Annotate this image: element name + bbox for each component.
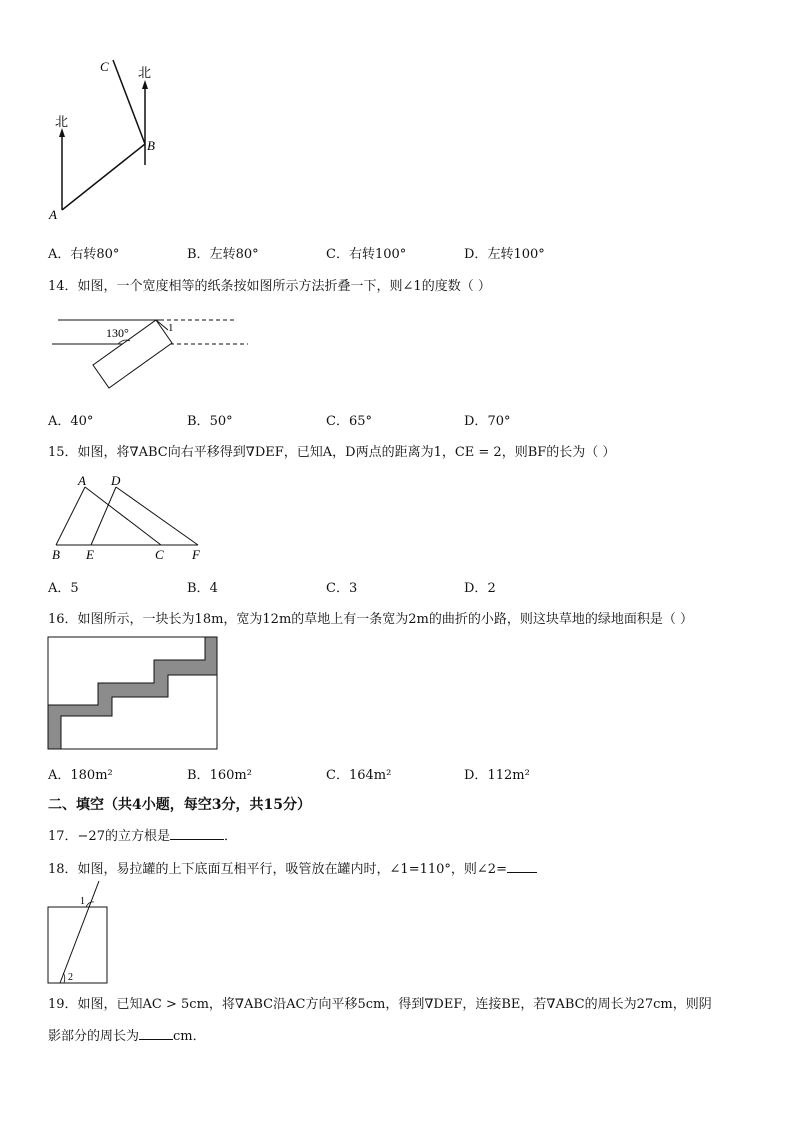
option-c[interactable]: C．65°: [326, 414, 372, 429]
option-a[interactable]: A．右转80°: [48, 247, 120, 262]
angle-2-label: 2: [68, 972, 73, 983]
option-c[interactable]: C．右转100°: [326, 247, 407, 262]
point-c-label: C: [100, 59, 109, 74]
q15-stem: 15．如图，将∇ABC向右平移得到∇DEF，已知A，D两点的距离为1，CE = 2，则BF的长为（ ）: [48, 445, 616, 460]
angle-1-label: 1: [80, 896, 85, 907]
q19-line2: 影部分的周长为 cm．: [48, 1029, 206, 1044]
option-b[interactable]: B．160m²: [187, 768, 252, 783]
q19-line1: 19．如图，已知AC > 5cm，将∇ABC沿AC方向平移5cm，得到∇DEF，连接BE，若∇ABC的周长为27cm，则阴: [48, 997, 712, 1012]
q16-stem: 16．如图所示，一块长为18m，宽为12m的草地上有一条宽为2m的曲折的小路，则这块草地的绿地面积是（ ）: [48, 612, 694, 627]
point-d-label: D: [111, 473, 121, 488]
section-title: 二、填空（共4小题，每空3分，共15分）: [48, 797, 311, 813]
option-b[interactable]: B．50°: [187, 414, 233, 429]
point-e-label: E: [86, 547, 94, 562]
point-a-label: A: [49, 207, 57, 222]
point-c-label: C: [155, 547, 164, 562]
north-label-left: 北: [55, 114, 69, 129]
option-c[interactable]: C．164m²: [326, 768, 392, 783]
option-d[interactable]: D．2: [464, 581, 496, 596]
option-a[interactable]: A．180m²: [48, 768, 113, 783]
angle-130-label: 130°: [106, 326, 129, 340]
angle-1-label: 1: [168, 322, 174, 334]
option-c[interactable]: C．3: [326, 581, 358, 596]
option-a[interactable]: A．5: [48, 581, 79, 596]
option-d[interactable]: D．70°: [464, 414, 511, 429]
point-b-label: B: [52, 547, 60, 562]
q14-stem: 14．如图，一个宽度相等的纸条按如图所示方法折叠一下，则∠1的度数（ ）: [48, 279, 491, 294]
option-b[interactable]: B．4: [187, 581, 218, 596]
option-b[interactable]: B．左转80°: [187, 247, 259, 262]
point-b-label: B: [147, 138, 155, 153]
point-f-label: F: [192, 547, 200, 562]
answer-blank[interactable]: [139, 1027, 173, 1040]
q17-stem: 17．−27的立方根是 ．: [48, 829, 237, 844]
north-label-right: 北: [138, 65, 152, 80]
option-d[interactable]: D．112m²: [464, 768, 530, 783]
option-a[interactable]: A．40°: [48, 414, 94, 429]
point-a-label: A: [78, 473, 86, 488]
option-d[interactable]: D．左转100°: [464, 247, 545, 262]
q18-stem: 18．如图，易拉罐的上下底面互相平行，吸管放在罐内时，∠1=110°，则∠2=: [48, 858, 537, 877]
